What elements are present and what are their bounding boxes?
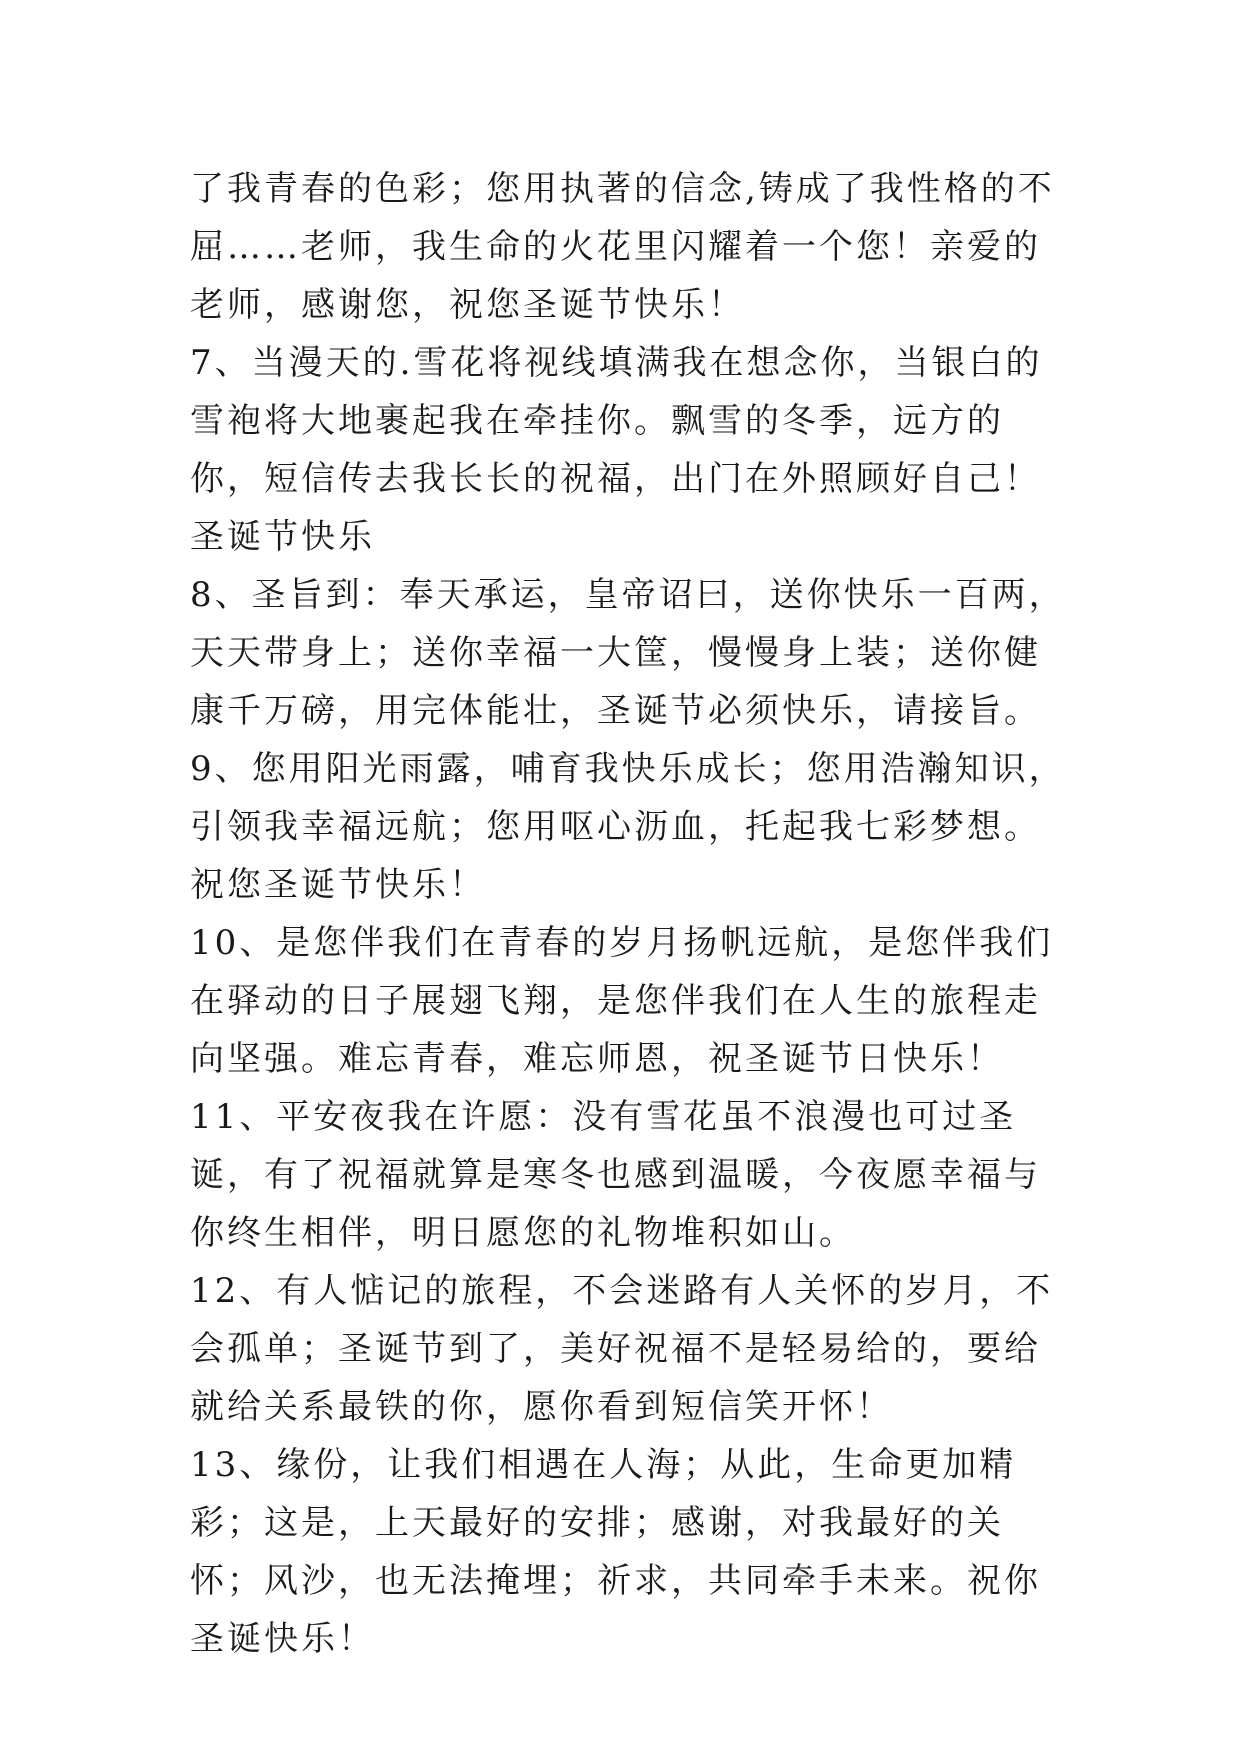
paragraph-continuation: 了我青春的色彩；您用执著的信念,铸成了我性格的不屈……老师，我生命的火花里闪耀着一个您！亲爱的老师，感谢您，祝您圣诞节快乐！ — [190, 169, 1055, 325]
paragraph-item-12: 12、有人惦记的旅程，不会迷路有人关怀的岁月，不会孤单；圣诞节到了，美好祝福不是轻易给的，要给就给关系最铁的你，愿你看到短信笑开怀！ — [190, 1271, 1054, 1427]
paragraph-item-10: 10、是您伴我们在青春的岁月扬帆远航，是您伴我们在驿动的日子展翅飞翔，是您伴我们在人生的旅程走向坚强。难忘青春，难忘师恩，祝圣诞节日快乐！ — [190, 923, 1054, 1079]
paragraph-item-11: 11、平安夜我在许愿：没有雪花虽不浪漫也可过圣诞，有了祝福就算是寒冬也感到温暖，今夜愿幸福与你终生相伴，明日愿您的礼物堆积如山。 — [190, 1097, 1041, 1253]
paragraph-item-8: 8、圣旨到：奉天承运，皇帝诏曰，送你快乐一百两，天天带身上；送你幸福一大筐，慢慢身上装；送你健康千万磅，用完体能壮，圣诞节必须快乐，请接旨。 — [190, 575, 1066, 731]
paragraph-item-7: 7、当漫天的.雪花将视线填满我在想念你，当银白的雪袍将大地裹起我在牵挂你。飘雪的冬季，远方的你，短信传去我长长的祝福，出门在外照顾好自己！圣诞节快乐 — [190, 343, 1043, 557]
document-body — [190, 160, 1070, 1668]
paragraph-item-9: 9、您用阳光雨露，哺育我快乐成长；您用浩瀚知识，引领我幸福远航；您用呕心沥血，托起我七彩梦想。祝您圣诞节快乐！ — [190, 749, 1066, 905]
paragraph-item-13: 13、缘份，让我们相遇在人海；从此，生命更加精彩；这是，上天最好的安排；感谢，对我最好的关怀；风沙，也无法掩埋；祈求，共同牵手未来。祝你圣诞快乐！ — [190, 1445, 1041, 1659]
